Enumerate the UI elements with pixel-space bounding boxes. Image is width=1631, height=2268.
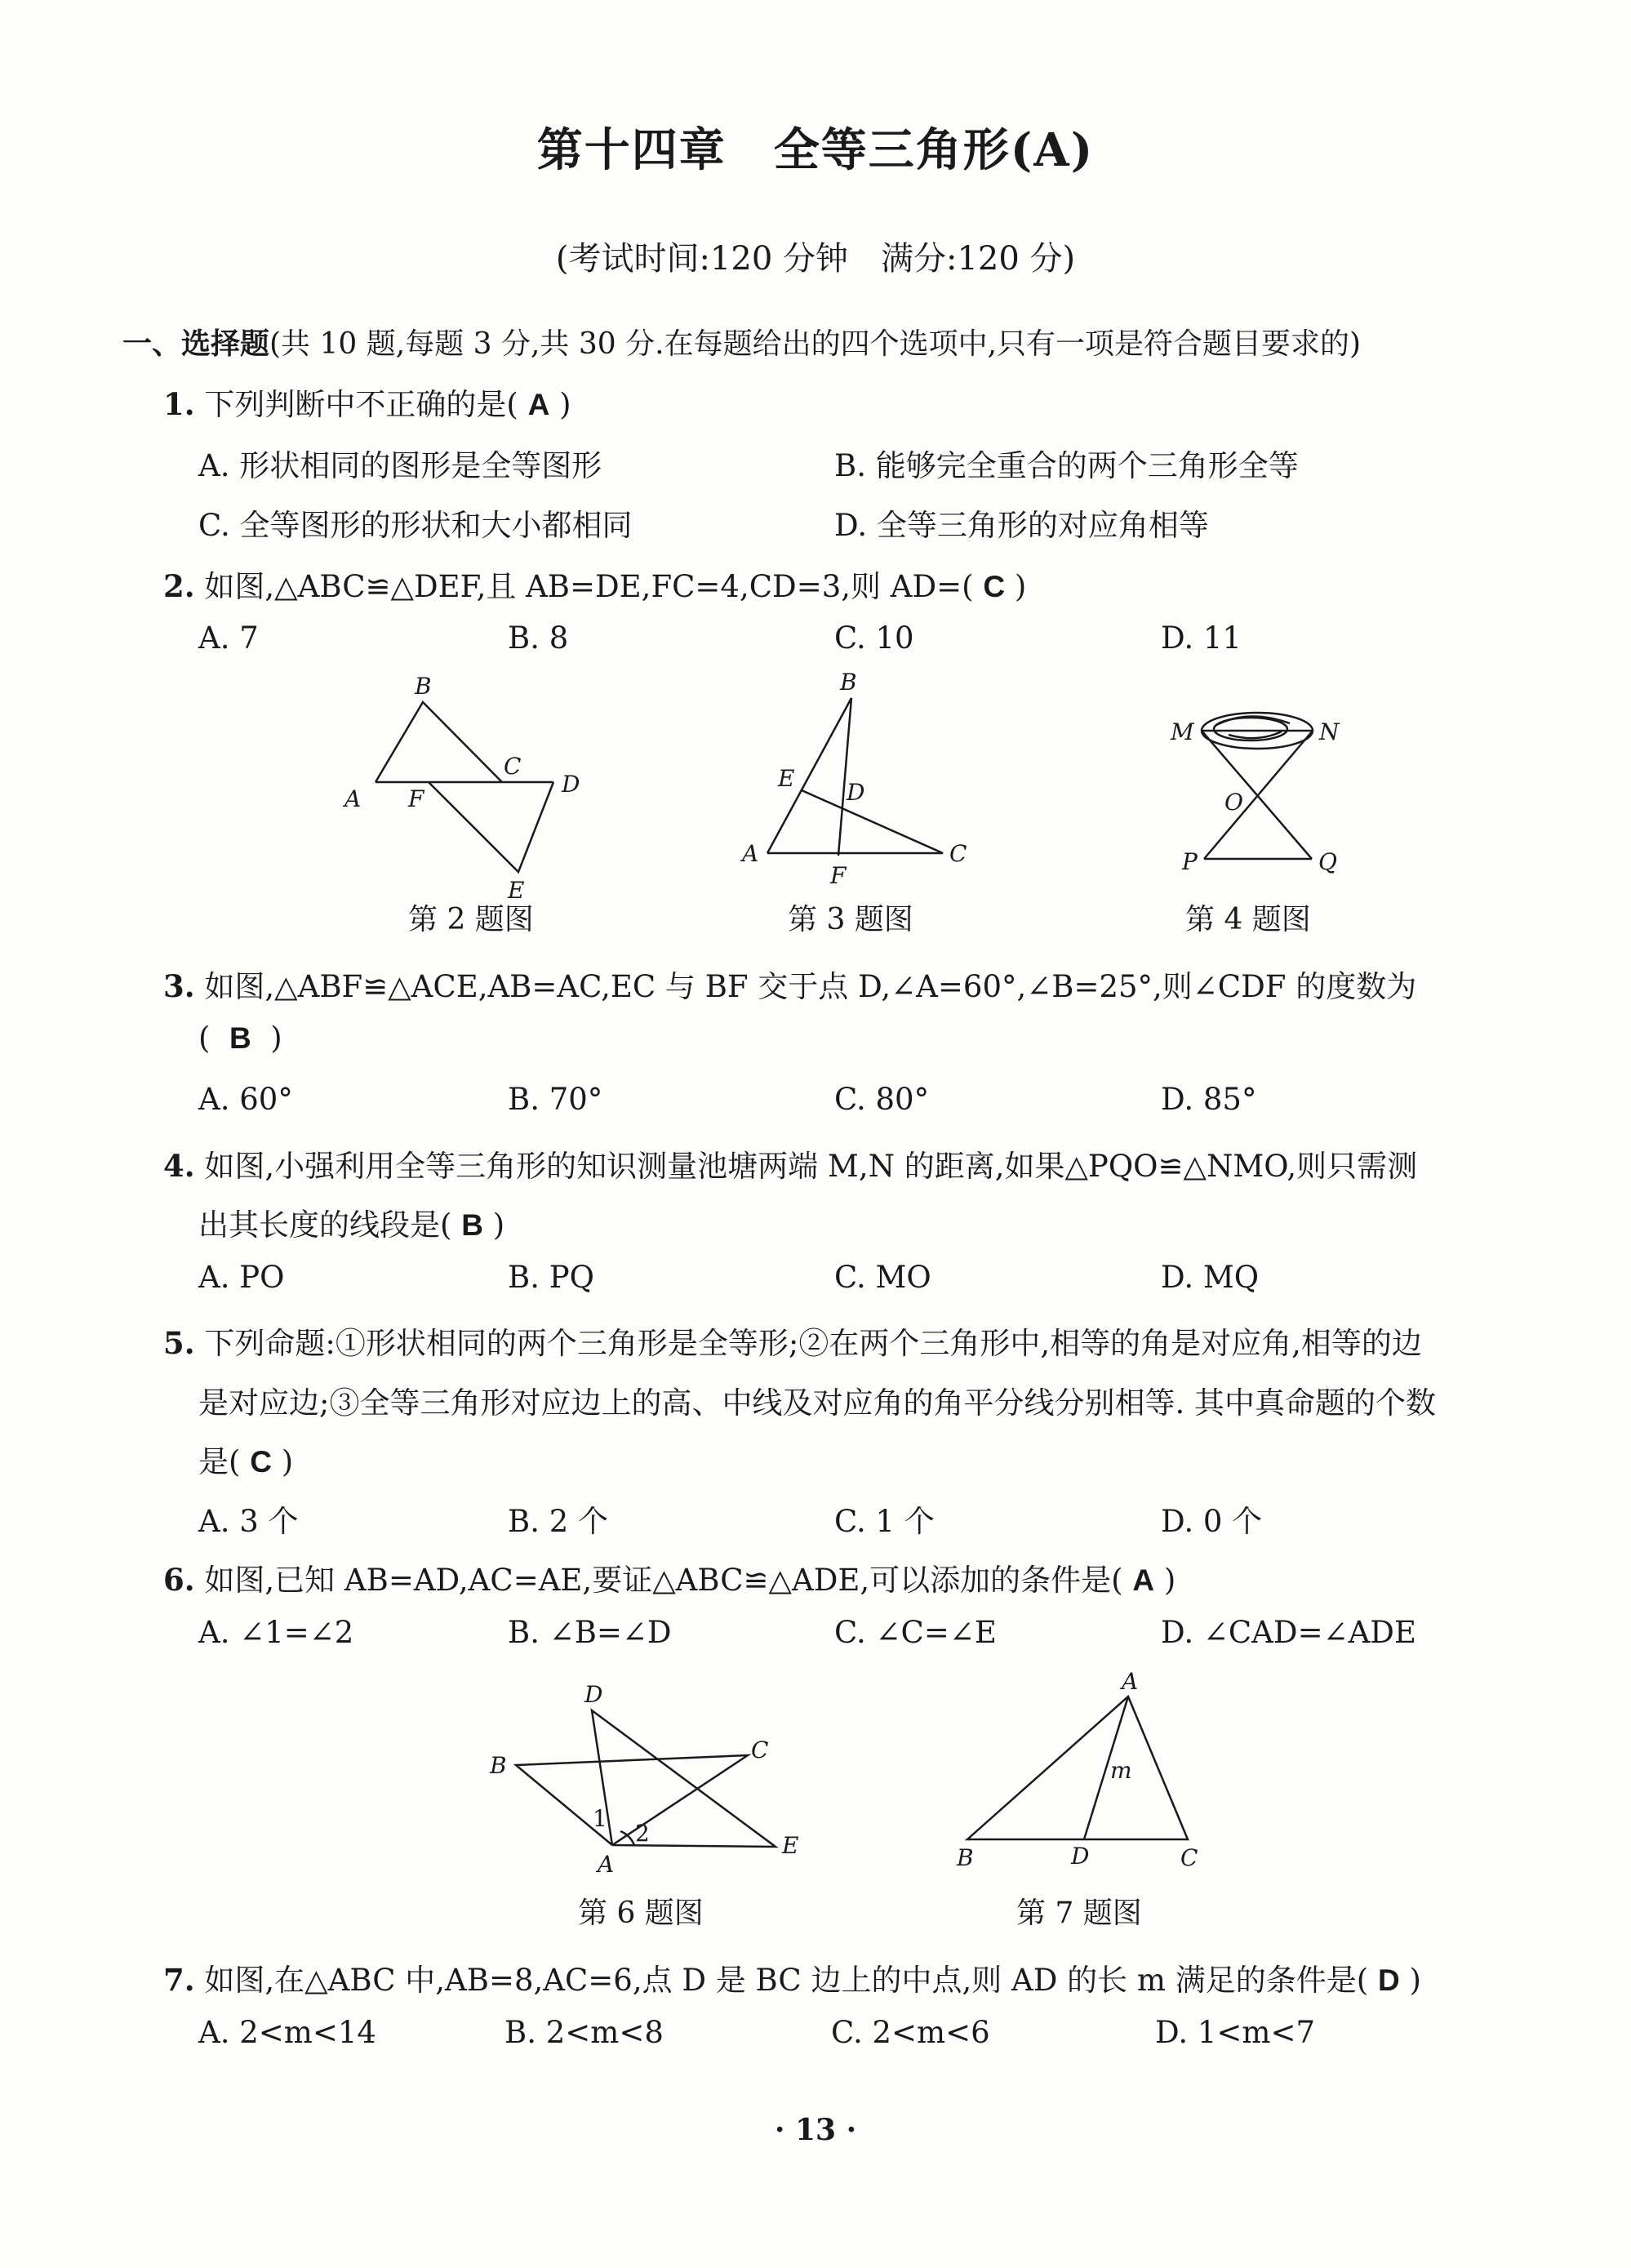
page-title: 第十四章 全等三角形(A): [536, 123, 1095, 177]
section-heading: [122, 321, 1361, 362]
answer: A: [1132, 1563, 1155, 1597]
paren-close: ): [281, 1444, 294, 1479]
fig2-caption: 第 2 题图: [408, 903, 534, 936]
answer: C: [983, 570, 1006, 603]
paren-close: ): [1163, 1563, 1176, 1598]
fig3-caption: 第 3 题图: [788, 903, 913, 936]
q6-option-d: D. ∠CAD=∠ADE: [1161, 1615, 1416, 1650]
paren-close: ): [492, 1207, 505, 1243]
fig6-triangle-ade: [592, 1710, 776, 1847]
fig3-label-d: D: [847, 779, 865, 806]
question-text: 如图,△ABF≌△ACE,AB=AC,EC 与 BF 交于点 D,∠A=60°,∠B=25°,则∠CDF 的度数为: [204, 969, 1417, 1004]
answer: B: [461, 1208, 483, 1242]
q7-option-b: B. 2<m<8: [504, 2015, 664, 2050]
q3-option-a: A. 60°: [198, 1082, 293, 1117]
exam-info: (考试时间:120 分钟 满分:120 分): [555, 240, 1076, 278]
question-number: 5.: [163, 1325, 195, 1361]
answer: C: [250, 1445, 272, 1479]
q5-option-c: C. 1 个: [834, 1504, 935, 1539]
q7-option-a: A. 2<m<14: [198, 2015, 376, 2050]
figure-3: [739, 669, 1000, 890]
q5-option-d: D. 0 个: [1161, 1504, 1263, 1539]
paren-close: ): [1409, 1963, 1421, 1998]
question-text: 出其长度的线段是(: [198, 1207, 452, 1243]
answer: A: [527, 388, 550, 421]
fig3-label-b: B: [840, 669, 857, 696]
fig2-triangle-abc: [376, 702, 502, 782]
question-4-stem-line2: [198, 1200, 504, 1244]
page-number: · 13 ·: [774, 2113, 857, 2147]
fig2-label-b: B: [415, 673, 432, 700]
q5-option-b: B. 2 个: [508, 1504, 609, 1539]
fig7-label-a: A: [1122, 1668, 1139, 1695]
question-5-stem-line2: 是对应边;③全等三角形对应边上的高、中线及对应角的角平分线分别相等. 其中真命题的个数: [198, 1385, 1436, 1421]
question-text: 如图,小强利用全等三角形的知识测量池塘两端 M,N 的距离,如果△PQO≌△NMO,则只需测: [204, 1149, 1418, 1184]
fig2-label-d: D: [562, 771, 580, 798]
question-6-stem: [163, 1555, 1175, 1599]
fig7-label-c: C: [1180, 1844, 1198, 1871]
figure-2: [344, 673, 580, 904]
q2-option-d: D. 11: [1161, 620, 1242, 656]
figure-6: [482, 1681, 824, 1882]
fig6-angle-1: 1: [593, 1805, 607, 1832]
fig2-label-f: F: [408, 785, 424, 812]
question-number: 7.: [163, 1962, 195, 1998]
q4-option-d: D. MQ: [1161, 1260, 1260, 1295]
question-number: 4.: [163, 1148, 195, 1184]
q2-option-a: A. 7: [198, 620, 259, 656]
fig3-label-a: A: [742, 840, 759, 867]
q1-option-b: B. 能够完全重合的两个三角形全等: [834, 448, 1299, 483]
question-text: 是(: [198, 1444, 241, 1479]
question-text: 如图,△ABC≌△DEF,且 AB=DE,FC=4,CD=3,则 AD=(: [204, 569, 974, 604]
fig4-label-m: M: [1171, 718, 1194, 745]
section-label: 一、选择题: [122, 327, 270, 361]
figure-7: [947, 1670, 1224, 1874]
paren-open: (: [198, 1021, 211, 1056]
fig3-label-f: F: [830, 862, 847, 889]
fig7-caption: 第 7 题图: [1016, 1897, 1142, 1930]
question-7-stem: [163, 1955, 1421, 1999]
fig4-label-p: P: [1182, 848, 1198, 875]
question-number: 3.: [163, 968, 195, 1004]
question-5-stem-line3: [198, 1437, 293, 1481]
question-3-answer-line: [198, 1021, 282, 1056]
fig2-label-e: E: [508, 877, 525, 904]
q4-option-c: C. MO: [834, 1260, 931, 1295]
fig6-label-b: B: [490, 1752, 507, 1779]
q6-option-b: B. ∠B=∠D: [508, 1615, 672, 1650]
fig6-label-a: A: [598, 1851, 615, 1878]
question-2-stem: [163, 562, 1026, 606]
fig3-label-c: C: [949, 840, 967, 867]
q4-option-b: B. PQ: [508, 1260, 594, 1295]
question-text: 下列命题:①形状相同的两个三角形是全等形;②在两个三角形中,相等的角是对应角,相等的边: [204, 1326, 1422, 1361]
question-1-stem: [163, 380, 571, 424]
question-number: 6.: [163, 1562, 195, 1598]
q2-option-b: B. 8: [508, 620, 569, 656]
fig6-caption: 第 6 题图: [578, 1897, 704, 1930]
fig4-pond-ripple: [1216, 716, 1290, 738]
q1-option-c: C. 全等图形的形状和大小都相同: [198, 508, 633, 543]
fig7-triangle-abc: [967, 1697, 1188, 1839]
fig6-angle-2: 2: [635, 1820, 650, 1847]
fig6-label-e: E: [782, 1832, 799, 1859]
fig6-label-d: D: [584, 1681, 603, 1708]
fig7-label-d: D: [1071, 1843, 1090, 1870]
question-number: 1.: [163, 386, 195, 422]
q1-option-a: A. 形状相同的图形是全等图形: [198, 448, 602, 483]
q1-option-d: D. 全等三角形的对应角相等: [834, 508, 1209, 543]
q7-option-d: D. 1<m<7: [1155, 2015, 1316, 2050]
question-text: 如图,在△ABC 中,AB=8,AC=6,点 D 是 BC 边上的中点,则 AD 的长 m 满足的条件是(: [204, 1963, 1369, 1998]
q7-option-c: C. 2<m<6: [831, 2015, 990, 2050]
q5-option-a: A. 3 个: [198, 1504, 299, 1539]
paren-close: ): [270, 1021, 282, 1056]
fig2-label-a: A: [344, 785, 362, 812]
fig6-label-c: C: [751, 1737, 769, 1763]
paren-close: ): [559, 387, 571, 422]
fig7-label-m: m: [1110, 1757, 1132, 1784]
fig4-label-n: N: [1319, 718, 1340, 745]
fig4-caption: 第 4 题图: [1185, 903, 1311, 936]
answer: D: [1377, 1963, 1400, 1997]
q3-option-c: C. 80°: [834, 1082, 930, 1117]
fig4-label-q: Q: [1318, 848, 1337, 875]
fig4-label-o: O: [1224, 789, 1243, 816]
question-5-stem: [163, 1319, 1422, 1363]
fig2-triangle-def: [429, 782, 553, 872]
answer: B: [229, 1021, 251, 1055]
q4-option-a: A. PO: [198, 1260, 285, 1295]
paren-close: ): [1014, 569, 1027, 604]
question-text: 如图,已知 AB=AD,AC=AE,要证△ABC≌△ADE,可以添加的条件是(: [204, 1563, 1123, 1598]
section-note: (共 10 题,每题 3 分,共 30 分.在每题给出的四个选项中,只有一项是符合题目要求的): [269, 327, 1362, 361]
question-text: 下列判断中不正确的是(: [204, 387, 518, 422]
q2-option-c: C. 10: [834, 620, 914, 656]
question-4-stem: [163, 1141, 1417, 1185]
q6-option-c: C. ∠C=∠E: [834, 1615, 997, 1650]
figure-4: [1151, 702, 1363, 882]
q3-option-d: D. 85°: [1161, 1082, 1257, 1117]
q6-option-a: A. ∠1=∠2: [198, 1615, 354, 1650]
fig7-label-b: B: [957, 1844, 974, 1871]
question-number: 2.: [163, 568, 195, 604]
question-3-stem: [163, 962, 1416, 1006]
fig3-label-e: E: [778, 765, 795, 792]
fig2-label-c: C: [504, 753, 522, 780]
q3-option-b: B. 70°: [508, 1082, 603, 1117]
